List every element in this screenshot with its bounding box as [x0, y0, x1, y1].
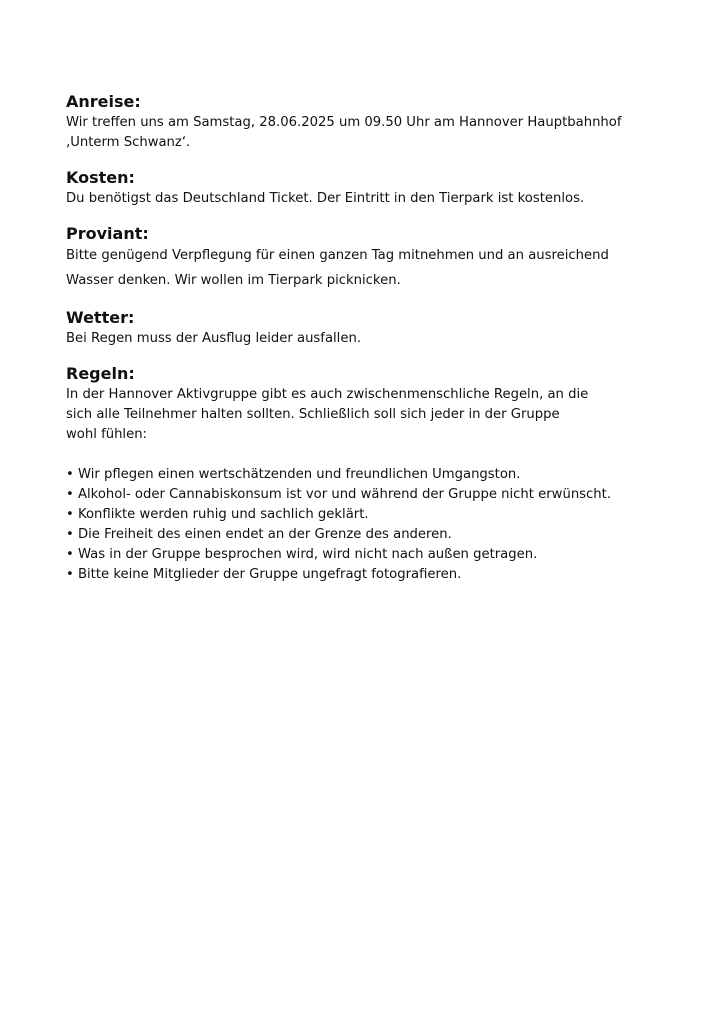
- section-proviant: [66, 224, 666, 293]
- kosten-text: [66, 189, 666, 209]
- section-wetter: [66, 308, 666, 349]
- anreise-line: Wir treffen uns am Samstag, 28.06.2025 um 09.50 Uhr am Hannover Hauptbahnhof: [66, 115, 622, 130]
- heading-kosten: Kosten:: [66, 168, 135, 187]
- anreise-text: [66, 113, 666, 153]
- rule-item: • Wir pflegen einen wertschätzenden und freundlichen Umgangston.: [66, 467, 521, 482]
- regeln-text: [66, 385, 666, 445]
- regeln-line: In der Hannover Aktivgruppe gibt es auch zwischenmenschliche Regeln, an die: [66, 387, 589, 402]
- proviant-line: Wasser denken. Wir wollen im Tierpark picknicken.: [66, 273, 401, 288]
- heading-regeln: Regeln:: [66, 364, 135, 383]
- heading-wetter: Wetter:: [66, 308, 135, 327]
- rules-list: [66, 465, 666, 585]
- kosten-line: Du benötigst das Deutschland Ticket. Der Eintritt in den Tierpark ist kostenlos.: [66, 191, 585, 206]
- proviant-text: [66, 243, 666, 293]
- proviant-line: Bitte genügend Verpflegung für einen ganzen Tag mitnehmen und an ausreichend: [66, 248, 609, 263]
- regeln-line: wohl fühlen:: [66, 427, 148, 442]
- section-anreise: [66, 92, 666, 153]
- anreise-line: ‚Unterm Schwanz‘.: [66, 135, 191, 150]
- rule-item: • Alkohol- oder Cannabiskonsum ist vor und während der Gruppe nicht erwünscht.: [66, 487, 612, 502]
- section-regeln: [66, 364, 666, 585]
- document-page: [66, 92, 666, 585]
- heading-proviant: Proviant:: [66, 224, 149, 243]
- rule-item: • Konflikte werden ruhig und sachlich geklärt.: [66, 507, 369, 522]
- rule-item: • Bitte keine Mitglieder der Gruppe ungefragt fotografieren.: [66, 567, 462, 582]
- heading-anreise: Anreise:: [66, 92, 141, 111]
- regeln-line: sich alle Teilnehmer halten sollten. Schließlich soll sich jeder in der Gruppe: [66, 407, 560, 422]
- rule-item: • Was in der Gruppe besprochen wird, wird nicht nach außen getragen.: [66, 547, 538, 562]
- wetter-line: Bei Regen muss der Ausflug leider ausfallen.: [66, 331, 362, 346]
- rule-item: • Die Freiheit des einen endet an der Grenze des anderen.: [66, 527, 452, 542]
- wetter-text: [66, 329, 666, 349]
- section-kosten: [66, 168, 666, 209]
